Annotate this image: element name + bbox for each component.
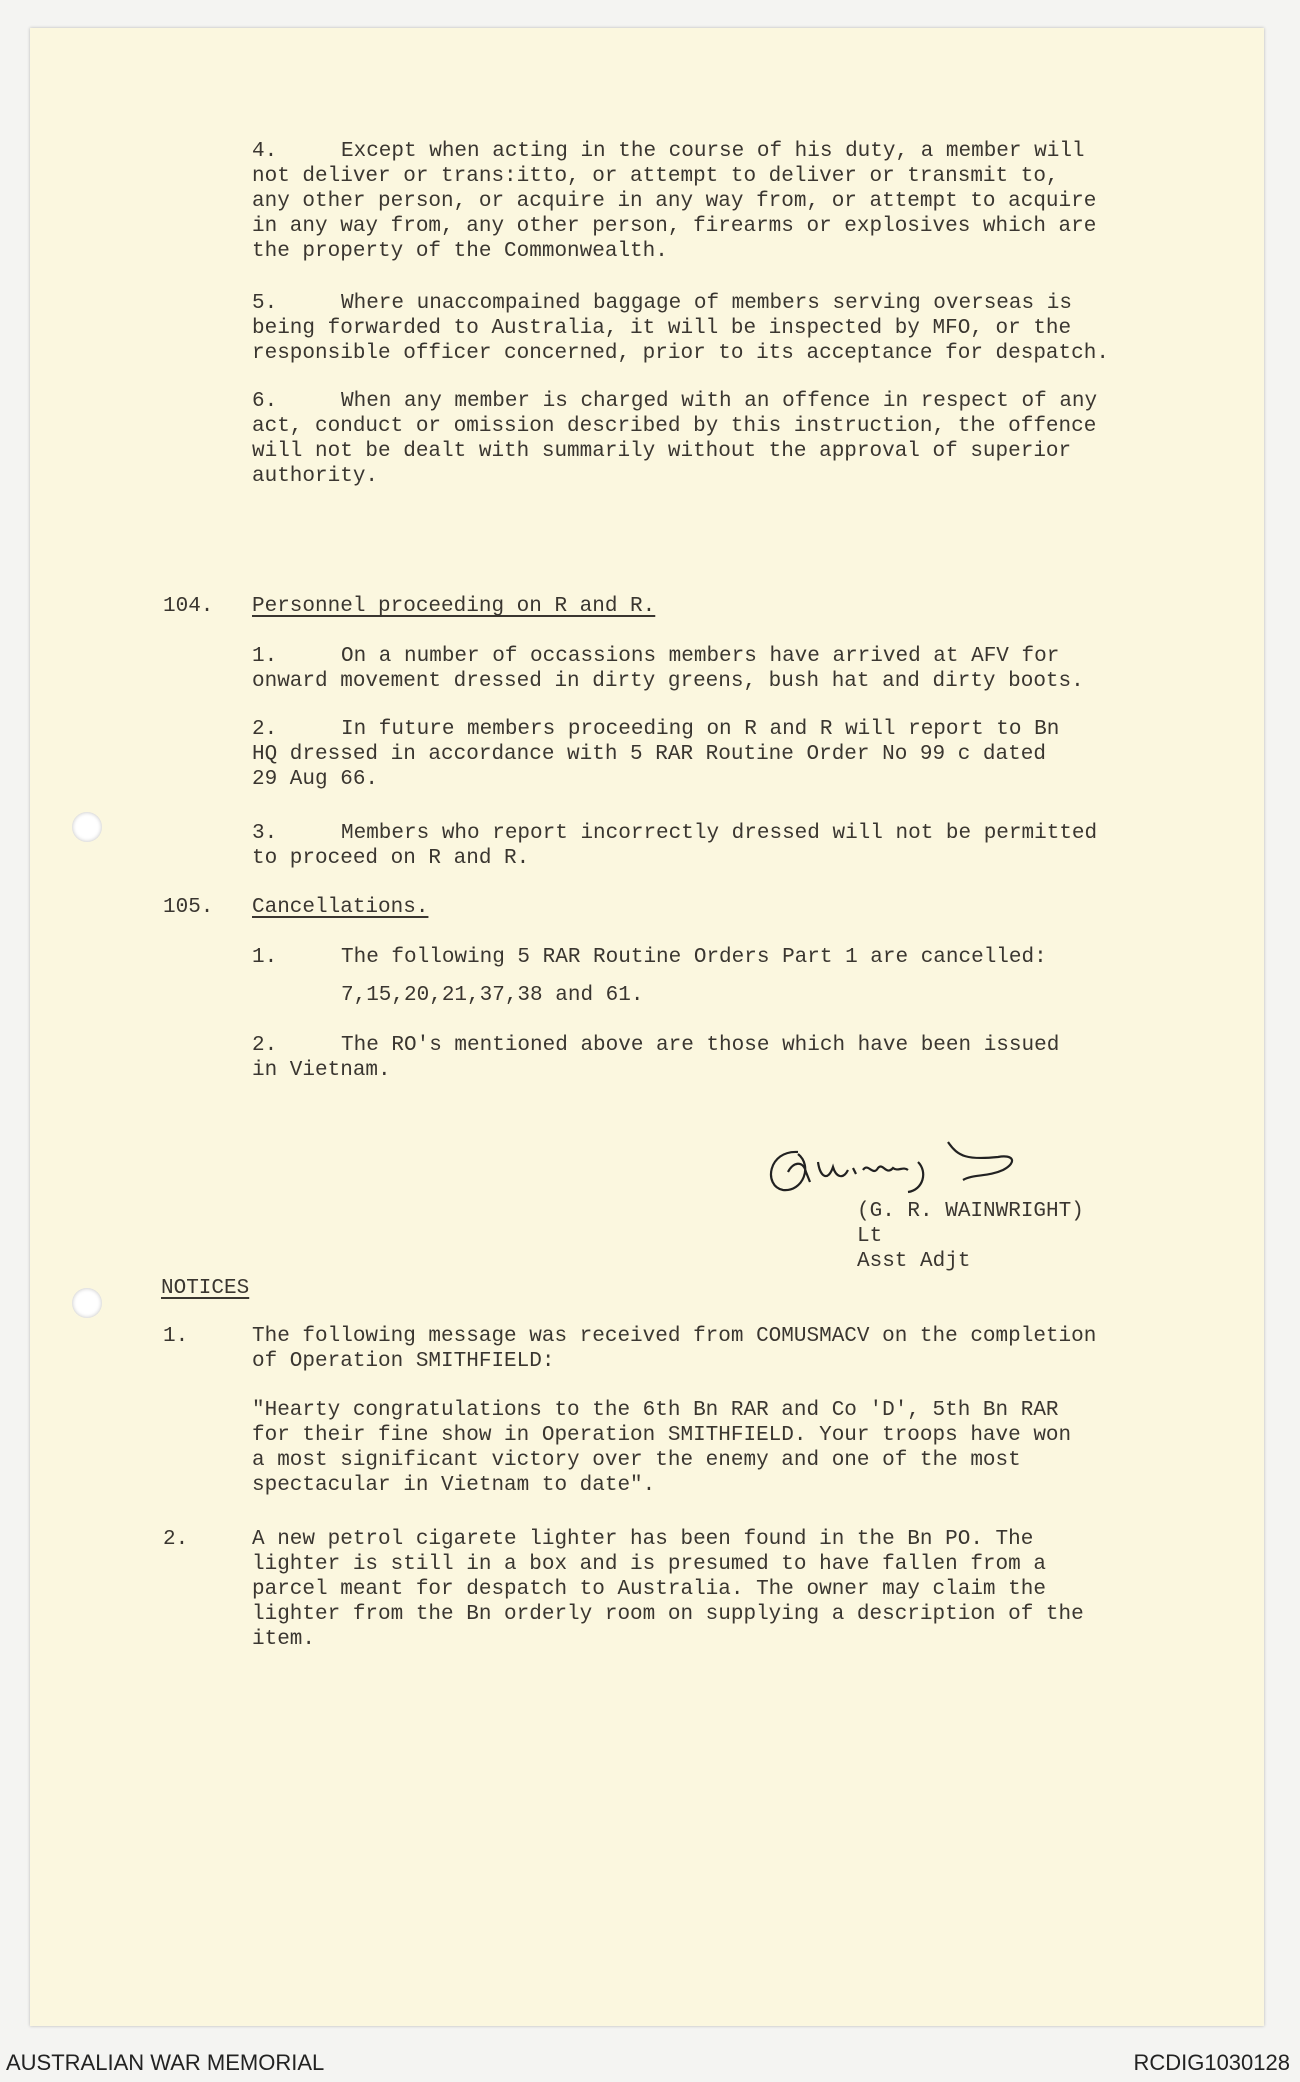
first-line-row — [252, 389, 1096, 414]
text-line: Except when acting in the course of his duty, a member will — [341, 140, 1085, 163]
paragraph-4 — [252, 139, 1096, 264]
text-line: Members who report incorrectly dressed will not be permitted — [341, 822, 1098, 845]
cancelled-order-numbers — [341, 983, 643, 1008]
text-line: the property of the Commonwealth. — [252, 240, 668, 263]
first-line-row — [252, 291, 1109, 316]
notice-number: 1. — [163, 1325, 189, 1348]
quoted-message — [252, 1398, 1071, 1498]
signatory-rank: Lt — [857, 1225, 883, 1248]
text-line: On a number of occassions members have arrived at AFV for — [341, 645, 1060, 668]
footer-record-id: RCDIG1030128 — [1133, 2050, 1290, 2075]
text-line: authority. — [252, 465, 379, 488]
section-104-item-3 — [252, 821, 1098, 871]
text-line: in Vietnam. — [252, 1059, 391, 1082]
text-line: act, conduct or omission described by this instruction, the offence — [252, 415, 1097, 438]
section-104-item-2 — [252, 717, 1060, 792]
text-line: In future members proceeding on R and R will report to Bn — [341, 718, 1060, 741]
text-line: to proceed on R and R. — [252, 847, 530, 870]
first-line-row — [252, 139, 1096, 164]
signatory-block — [857, 1199, 1084, 1274]
item-number: 3. — [252, 822, 278, 845]
text-line: 29 Aug 66. — [252, 768, 379, 791]
text-line: Where unaccompained baggage of members serving overseas is — [341, 292, 1072, 315]
text-line: The following message was received from COMUSMACV on the completion — [252, 1325, 1097, 1348]
text-line: a most significant victory over the enemy and one of the most — [252, 1449, 1021, 1472]
item-number: 1. — [252, 946, 278, 969]
punch-hole — [72, 1288, 102, 1318]
section-heading: Personnel proceeding on R and R. — [252, 595, 656, 618]
notices-heading: NOTICES — [161, 1277, 250, 1300]
section-104-item-1 — [252, 644, 1084, 694]
first-line-row — [252, 821, 1098, 846]
text-line: being forwarded to Australia, it will be inspected by MFO, or the — [252, 317, 1072, 340]
item-number: 1. — [252, 645, 278, 668]
section-number: 105. — [163, 896, 214, 919]
text-line: for their fine show in Operation SMITHFIELD. Your troops have won — [252, 1424, 1072, 1447]
signatory-appointment: Asst Adjt — [857, 1250, 971, 1273]
text-line: 7,15,20,21,37,38 and 61. — [341, 984, 644, 1007]
text-line: The following 5 RAR Routine Orders Part 1 are cancelled: — [341, 946, 1047, 969]
paragraph-number: 5. — [252, 292, 278, 315]
text-line: spectacular in Vietnam to date". — [252, 1474, 656, 1497]
section-heading: Cancellations. — [252, 896, 429, 919]
text-line: any other person, or acquire in any way from, or attempt to acquire — [252, 190, 1097, 213]
paragraph-number: 6. — [252, 390, 278, 413]
signatory-name: (G. R. WAINWRIGHT) — [857, 1200, 1084, 1223]
text-line: of Operation SMITHFIELD: — [252, 1350, 555, 1373]
text-line: parcel meant for despatch to Australia. The owner may claim the — [252, 1578, 1046, 1601]
first-line-row — [252, 717, 1060, 742]
paragraph-number: 4. — [252, 140, 278, 163]
text-line: onward movement dressed in dirty greens, bush hat and dirty boots. — [252, 670, 1084, 693]
text-line: A new petrol cigarete lighter has been found in the Bn PO. The — [252, 1528, 1034, 1551]
text-line: lighter is still in a box and is presumed to have fallen from a — [252, 1553, 1046, 1576]
paragraph-5 — [252, 291, 1109, 366]
notice-text — [252, 1324, 1096, 1374]
text-line: in any way from, any other person, firearms or explosives which are — [252, 215, 1097, 238]
text-line: When any member is charged with an offence in respect of any — [341, 390, 1098, 413]
item-number: 2. — [252, 718, 278, 741]
text-line: The RO's mentioned above are those which have been issued — [341, 1034, 1060, 1057]
item-number: 2. — [252, 1034, 278, 1057]
text-line: lighter from the Bn orderly room on supplying a description of the — [252, 1603, 1084, 1626]
text-line: "Hearty congratulations to the 6th Bn RAR and Co 'D', 5th Bn RAR — [252, 1399, 1059, 1422]
text-line: will not be dealt with summarily without the approval of superior — [252, 440, 1072, 463]
first-line-row — [252, 644, 1084, 669]
notice-number: 2. — [163, 1528, 189, 1551]
text-line: HQ dressed in accordance with 5 RAR Routine Order No 99 c dated — [252, 743, 1046, 766]
notice-text — [252, 1527, 1084, 1652]
section-105-item-2 — [252, 1033, 1060, 1083]
handwritten-signature — [758, 1136, 1038, 1196]
paragraph-6 — [252, 389, 1096, 489]
text-line: not deliver or trans:itto, or attempt to deliver or transmit to, — [252, 165, 1059, 188]
text-line: item. — [252, 1628, 316, 1651]
punch-hole — [72, 812, 102, 842]
text-line: responsible officer concerned, prior to its acceptance for despatch. — [252, 342, 1109, 365]
section-number: 104. — [163, 595, 214, 618]
footer-institution: AUSTRALIAN WAR MEMORIAL — [6, 2050, 325, 2075]
first-line-row — [252, 1033, 1060, 1058]
